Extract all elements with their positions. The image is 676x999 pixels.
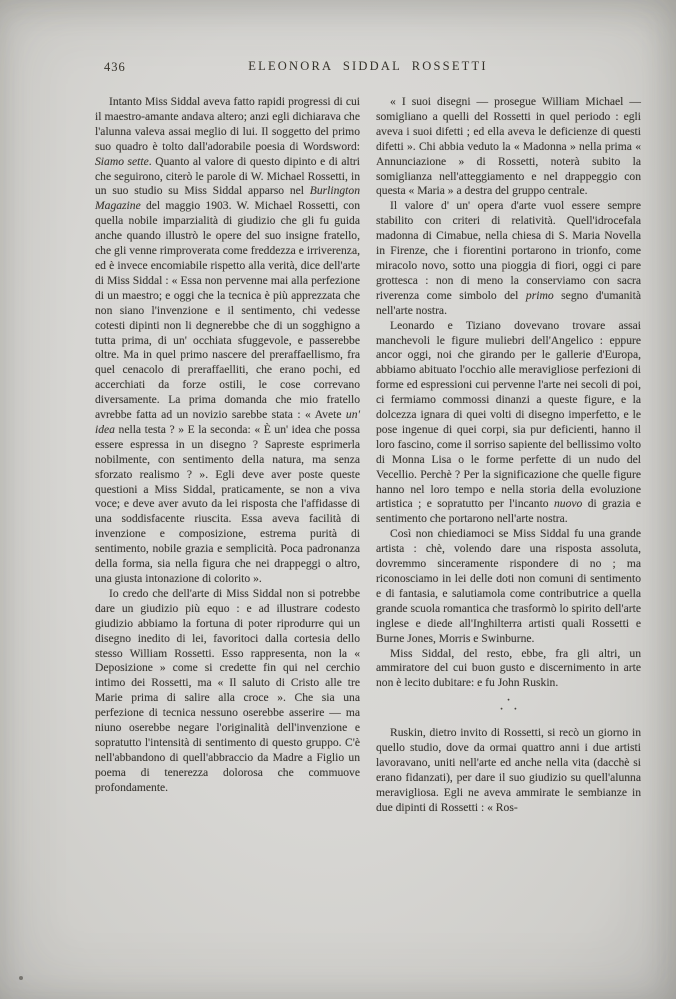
text-run: Così non chiediamoci se Miss Siddal fu una grande artista : chè, volendo dare una risposta assoluta, dovremmo sinceramente rispondere di no ; ma riconosciamo in lei delle doti non comuni di sentimento e di fantasia, e salutiamola come contributrice a quella grande scuola romantica che trasformò lo spirito dell'arte inglese e diede all'Inghilterra artisti quali Rossetti e Burne Jones, Morris e Swinburne. <box>376 527 641 645</box>
asterism-top-dot: · <box>506 695 511 707</box>
paragraph <box>376 726 641 815</box>
text-run: . Quanto al valore di questo dipinto e di altri che seguirono, citerò le parole di W. Michael Rossetti, in un suo studio su Miss Siddal apparso nel <box>95 154 360 198</box>
text-run: Leonardo e Tiziano dovevano trovare assai manchevoli le figure muliebri dell'Angelico : eppure ancor oggi, noi che girando per le gallerie d'Europa, abbiamo abituato l'occhio alle meravigliose perfezioni di forme ed espressioni cui pervenne l'arte nei secoli di poi, ci fermiamo commossi dinanzi a queste figure, e la dolcezza ignara di quei volti di disegno imperfetto, e le pose ingenue di quei corpi, sia pur deficienti, hanno il loro fascino, come il sorriso sapiente del bellissimo volto di Monna Lisa o le forme perfette di un nudo del Vecellio. Perchè ? Per la significazione che quelle figure hanno nel loro tempo e nella storia della evoluzione artistica ; e sopratutto per l'incanto <box>376 318 641 511</box>
section-divider-asterism <box>376 691 641 726</box>
scan-speck <box>19 976 23 980</box>
text-columns <box>95 95 641 816</box>
right-column <box>376 95 641 816</box>
italic-text: primo <box>525 288 554 302</box>
text-run: del maggio 1903. W. Michael Rossetti, con quella nobile imparzialità di giudizio che gli fu guida anche quando illustrò le opere del suo insigne fratello, che gli venne rimproverata come freddezza e irriverenza, ed è invece encomiabile rispetto alla verità, dice dell'arte di Miss Siddal : « Essa non pervenne mai alla perfezione di un maestro; e oggi che la tecnica è più apprezzata che non siano l'invenzione e il sentimento, chi vedesse cotesti dipinti non li degnerebbe che di un sogghigno a tutta prima, di un' occhiata sfuggevole, e passerebbe oltre. Ma in quel primo nascere del preraffaellismo, fra quel cenacolo di preraffaelliti, che erano pochi, ed accerchiati da forze ostili, le cose correvano diversamente. La prima domanda che mio fratello avrebbe fatta ad un novizio sarebbe stata : « Avete <box>95 199 360 422</box>
paragraph <box>376 527 641 646</box>
text-run: Ruskin, dietro invito di Rossetti, si recò un giorno in quello studio, dove da ormai quattro anni i due artisti lavoravano, uniti nell'arte ed anche nella vita (dacchè si erano fidanzati), per dare il suo giudizio su quell'alunna meravigliosa. Egli ne aveva ammirate le sembianze in due dipinti di Rossetti : « Ros- <box>376 726 641 814</box>
paragraph <box>95 95 360 587</box>
paragraph <box>376 199 641 318</box>
page-header <box>95 59 641 79</box>
text-run: Il valore d' un' opera d'arte vuol essere sempre stabilito con criteri di relatività. Quell'idrocefala madonna di Cimabue, nella chiesa di S. Maria Novella in Firenze, che i fiorentini portarono in trionfo, come miracolo novo, sotto una pioggia di fiori, oggi ci pare grottesca : non di meno la conserviamo con sacra riverenza come simbolo del <box>376 199 641 302</box>
text-run: Intanto Miss Siddal aveva fatto rapidi progressi di cui il maestro-amante andava altero; anzi egli dichiarava che l'alunna valeva assai meglio di lui. Il soggetto del primo suo quadro è tolto dall'adorabile poesia di Wordsword: <box>95 95 360 153</box>
italic-text: Siamo sette <box>95 154 149 168</box>
text-run: « I suoi disegni — prosegue William Michael — somigliano a quelli del Rossetti in quel periodo : egli aveva i suoi difetti ; ed ella aveva le deficienze di questi difetti ». Chi abbia veduto la « Madonna » nella prima « Annunciazione » di Rossetti, noterà subito la somiglianza nell'atteggiamento e nel drappeggio con questa « Maria » a destra del gruppo centrale. <box>376 95 641 198</box>
left-column <box>95 95 360 816</box>
page-number: 436 <box>104 60 126 74</box>
text-run: di grazia e sentimento che portarono nell'arte nostra. <box>376 497 641 526</box>
text-run: Io credo che dell'arte di Miss Siddal non si potrebbe dare un giudizio più equo : e ad illustrare codesto giudizio abbiamo la fortuna di poter riprodurre qui un disegno inedito di lei, favoritoci dalla cortesia dello stesso William Rossetti. Esso rappresenta, non la « Deposizione » come si credette fin qui nel cerchio intimo dei Rossetti, ma « Il saluto di Cristo alle tre Marie prima di salire alla croce ». Che sia una perfezione di tecnica nessuno oserebbe asserire — ma niuno oserebbe negare l'originalità dell'invenzione e sopratutto l'intensità di sentimento di questo gruppo. C'è nell'abbandono di quell'abbraccio da Madre a Figlio un poema di tenerezza dolorosa che commuove profondamente. <box>95 586 360 794</box>
asterism-bottom-dots: · · <box>499 704 522 716</box>
text-run: Miss Siddal, del resto, ebbe, fra gli altri, un ammiratore del cui buon gusto e discernimento in arte non è lecito dubitare: e fu John Ruskin. <box>376 646 641 690</box>
italic-text: nuovo <box>554 497 583 511</box>
paragraph <box>376 647 641 692</box>
paragraph <box>376 319 641 528</box>
text-run: segno d'umanità nell'arte nostra. <box>376 288 641 317</box>
italic-text: un' idea <box>95 408 360 436</box>
paragraph <box>376 95 641 199</box>
running-title: ELEONORA SIDDAL ROSSETTI <box>248 59 488 73</box>
paragraph <box>95 587 360 796</box>
text-run: nella testa ? » E la seconda: « È un' idea che possa essere espressa in un disegno ? Sapreste esprimerla nobilmente, con sentimento della natura, ma senza sforzato realismo ? ». Egli deve aver poste queste questioni a Miss Siddal, praticamente, se non a viva voce; e deve aver avuto da lei risposta che l'affidasse di una soddisfacente riuscita. Essa aveva facilità di invenzione e composizione, estrema purità di sentimento, nobile grazia e semplicità. Poca padronanza della forma, sia nella figura che nei drappeggi o altro, una giusta intonazione di colorito ». <box>95 422 360 585</box>
italic-text: Burlington Magazine <box>95 184 360 213</box>
